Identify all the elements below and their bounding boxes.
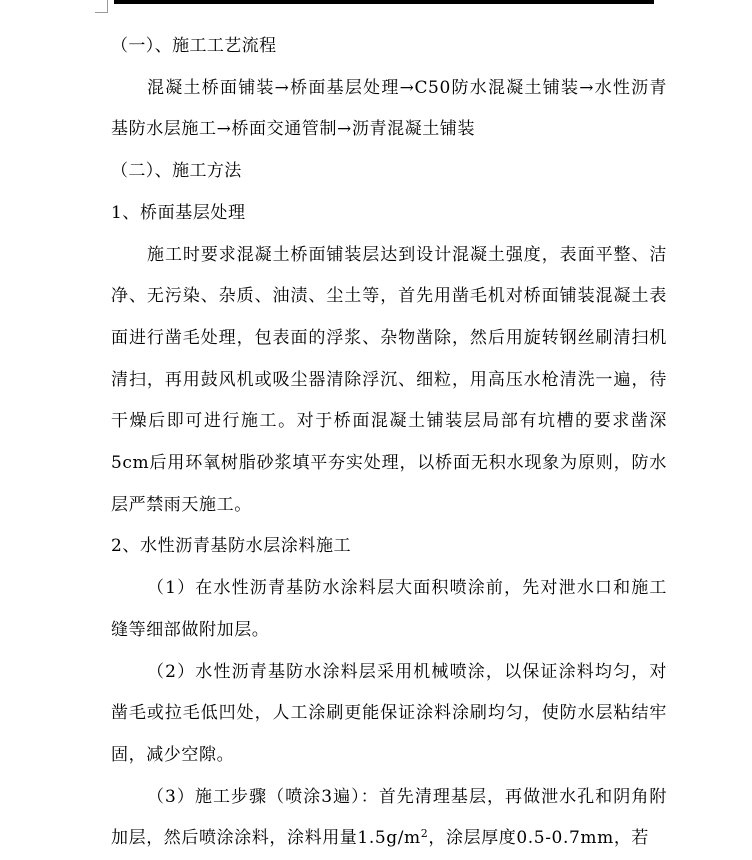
list-item-2: （2）水性沥青基防水涂料层采用机械喷涂，以保证涂料均匀，对凿毛或拉毛低凹处，人工涂刷更能保证涂料涂刷均匀，使防水层粘结牢固，减少空隙。 xyxy=(111,661,667,765)
document-body xyxy=(111,26,667,860)
page-corner-mark xyxy=(95,0,108,13)
heading-process: （一）、施工工艺流程 xyxy=(111,36,277,56)
list-item-1: （1）在水性沥青基防水涂料层大面积喷涂前，先对泄水口和施工缝等细部做附加层。 xyxy=(111,578,667,640)
section-1-title: 1、桥面基层处理 xyxy=(111,202,246,223)
list-item-3-text-a: （3）施工步骤（喷涂3遍）：首先清理基层，再做泄水孔和阴角附加层，然后喷涂涂料，涂料用量1.5g/m xyxy=(111,786,667,849)
list-item-3-text-b: ，涂层厚度0.5-0.7mm，若 xyxy=(428,828,650,849)
superscript-2: 2 xyxy=(420,827,429,841)
section-2-title: 2、水性沥青基防水层涂料施工 xyxy=(111,536,352,557)
heading-method: （二）、施工方法 xyxy=(111,161,242,182)
list-item-3 xyxy=(111,777,667,860)
header-rule xyxy=(114,0,654,4)
section-1-body: 施工时要求混凝土桥面铺装层达到设计混凝土强度，表面平整、洁净、无污染、杂质、油渍、尘土等，首先用凿毛机对桥面铺装混凝土表面进行凿毛处理，包表面的浮浆、杂物凿除，然后用旋转钢丝刷清扫机清扫，再用鼓风机或吸尘器清除浮沉、细粒，用高压水枪清洗一遍，待干燥后即可进行施工。对于桥面混凝土铺装层局部有坑槽的要求凿深5cm后用环氧树脂砂浆填平夯实处理，以桥面无积水现象为原则，防水层严禁雨天施工。 xyxy=(111,244,667,515)
process-flow-text: 混凝土桥面铺装→桥面基层处理→C50防水混凝土铺装→水性沥青基防水层施工→桥面交通管制→沥青混凝土铺装 xyxy=(111,77,667,140)
